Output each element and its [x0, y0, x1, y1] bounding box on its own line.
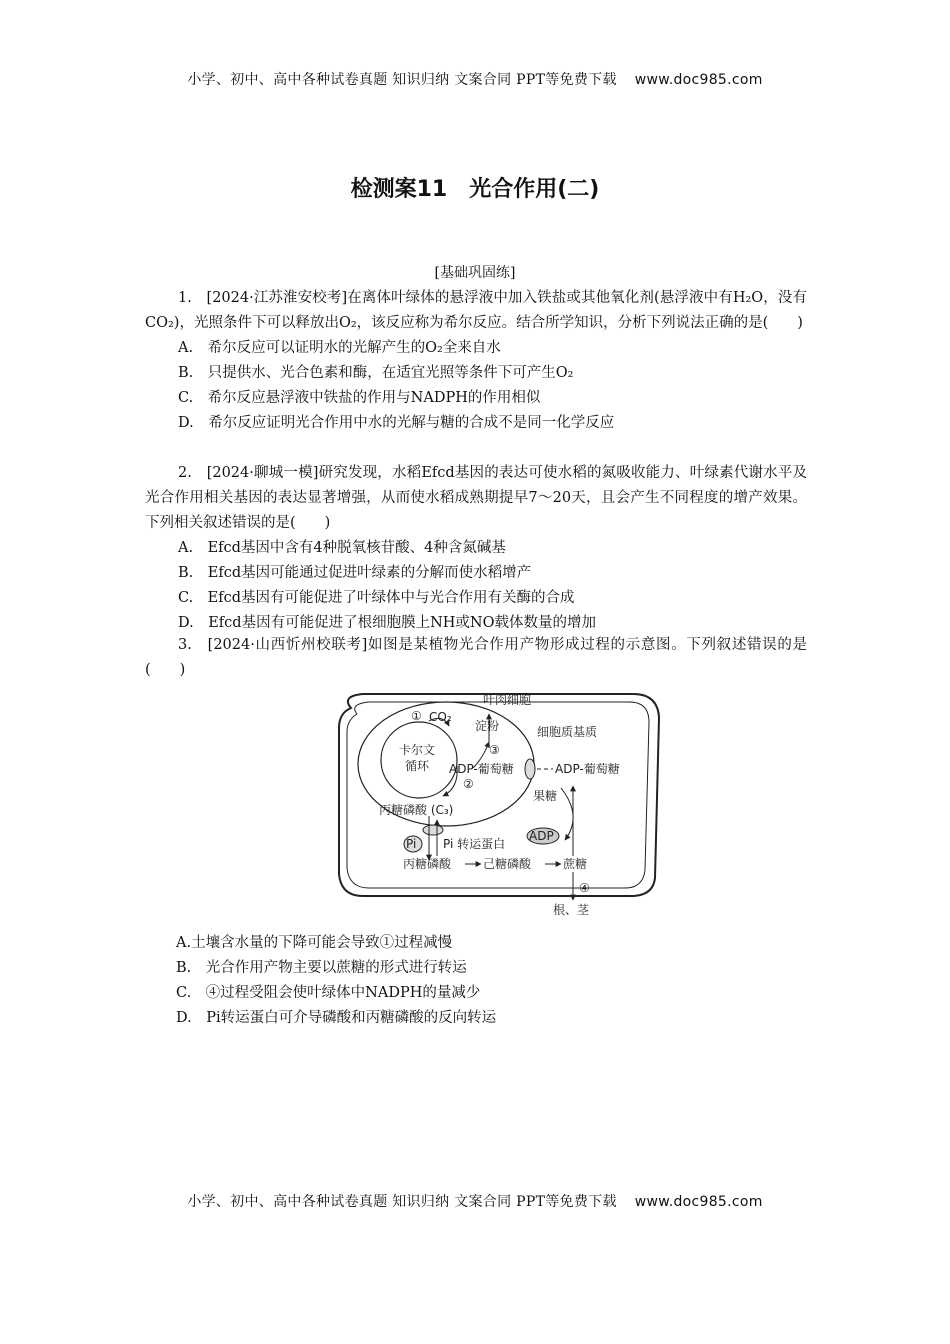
footer-text: 小学、初中、高中各种试卷真题 知识归纳 文案合同 PPT等免费下载	[187, 1194, 617, 1210]
question-2-option-d[interactable]: D. Efcd基因有可能促进了根细胞膜上NH或NO载体数量的增加	[178, 615, 596, 631]
label-zhe-tang: 蔗糖	[563, 857, 588, 871]
question-3-stem: 3. [2024·山西忻州校联考]如图是某植物光合作用产物形成过程的示意图。下列叙述错误的是( )	[145, 637, 807, 678]
footer-url[interactable]: www.doc985.com	[634, 1194, 763, 1210]
header-url[interactable]: www.doc985.com	[634, 72, 763, 88]
header-text: 小学、初中、高中各种试卷真题 知识归纳 文案合同 PPT等免费下载	[187, 72, 617, 88]
label-ye-rou-xi-bao: 叶肉细胞	[483, 693, 532, 707]
question-3	[145, 633, 807, 683]
question-1	[145, 286, 807, 436]
label-adp-ptg-inner: ADP-葡萄糖	[449, 762, 514, 776]
label-ji-tang-lin-suan: 己糖磷酸	[483, 857, 532, 871]
label-kaer-wen-2: 循环	[405, 759, 430, 773]
question-3-options	[176, 931, 816, 1031]
label-bing-tang-lin-suan-c3: 丙糖磷酸 (C₃)	[379, 803, 454, 817]
label-n1: ①	[411, 709, 422, 723]
label-n4: ④	[579, 881, 590, 895]
label-xi-bao-zhi-ji-zhi: 细胞质基质	[537, 725, 598, 739]
question-2	[145, 461, 807, 636]
question-2-option-b[interactable]: B. Efcd基因可能通过促进叶绿素的分解而使水稻增产	[178, 565, 532, 581]
photosynthesis-diagram	[333, 688, 663, 920]
label-n3: ③	[489, 743, 500, 757]
section-heading: [基础巩固练]	[434, 265, 516, 281]
question-1-option-b[interactable]: B. 只提供水、光合色素和酶，在适宜光照等条件下可产生O₂	[178, 365, 574, 381]
question-3-option-c[interactable]: C. ④过程受阻会使叶绿体中NADPH的量减少	[176, 985, 481, 1001]
label-co2: CO₂	[429, 710, 452, 724]
question-1-option-d[interactable]: D. 希尔反应证明光合作用中水的光解与糖的合成不是同一化学反应	[178, 415, 615, 431]
label-pi-zhuanyun: Pi 转运蛋白	[443, 837, 506, 851]
label-adp-ptg-outer: ADP-葡萄糖	[555, 762, 620, 776]
label-adp: ADP	[529, 829, 554, 843]
label-guo-tang: 果糖	[533, 789, 558, 803]
page-title: 检测案11 光合作用(二)	[350, 177, 600, 202]
question-3-option-a[interactable]: A.土壤含水量的下降可能会导致①过程减慢	[176, 935, 453, 951]
question-3-option-d[interactable]: D. Pi转运蛋白可介导磷酸和丙糖磷酸的反向转运	[176, 1010, 497, 1026]
pi-transporter	[423, 825, 443, 835]
question-1-option-a[interactable]: A. 希尔反应可以证明水的光解产生的O₂全来自水	[178, 340, 501, 356]
question-1-option-c[interactable]: C. 希尔反应悬浮液中铁盐的作用与NADPH的作用相似	[178, 390, 541, 406]
question-3-option-b[interactable]: B. 光合作用产物主要以蔗糖的形式进行转运	[176, 960, 467, 976]
label-kaer-wen-1: 卡尔文	[399, 743, 436, 757]
label-pi: Pi	[406, 837, 417, 851]
label-n2: ②	[463, 777, 474, 791]
page-footer	[0, 1191, 950, 1211]
label-dian-fen: 淀粉	[475, 719, 500, 733]
label-bing-tang-lin-suan: 丙糖磷酸	[403, 857, 452, 871]
question-2-stem: 2. [2024·聊城一模]研究发现，水稻Efcd基因的表达可使水稻的氮吸收能力、叶绿素代谢水平及光合作用相关基因的表达显著增强，从而使水稻成熟期提早7～20天，且会产生不同程度的增产效果。下列相关叙述错误的是( )	[145, 465, 807, 531]
question-2-option-c[interactable]: C. Efcd基因有可能促进了叶绿体中与光合作用有关酶的合成	[178, 590, 575, 606]
question-1-stem: 1. [2024·江苏淮安校考]在离体叶绿体的悬浮液中加入铁盐或其他氧化剂(悬浮液中有H₂O，没有CO₂)，光照条件下可以释放出O₂，该反应称为希尔反应。结合所学知识，分析下列说法正确的是( )	[145, 290, 807, 331]
question-2-option-a[interactable]: A. Efcd基因中含有4种脱氧核苷酸、4种含氮碱基	[178, 540, 506, 556]
page-header	[0, 69, 950, 89]
label-gen-jing: 根、茎	[553, 903, 590, 917]
adp-glucose-transporter	[525, 759, 535, 779]
